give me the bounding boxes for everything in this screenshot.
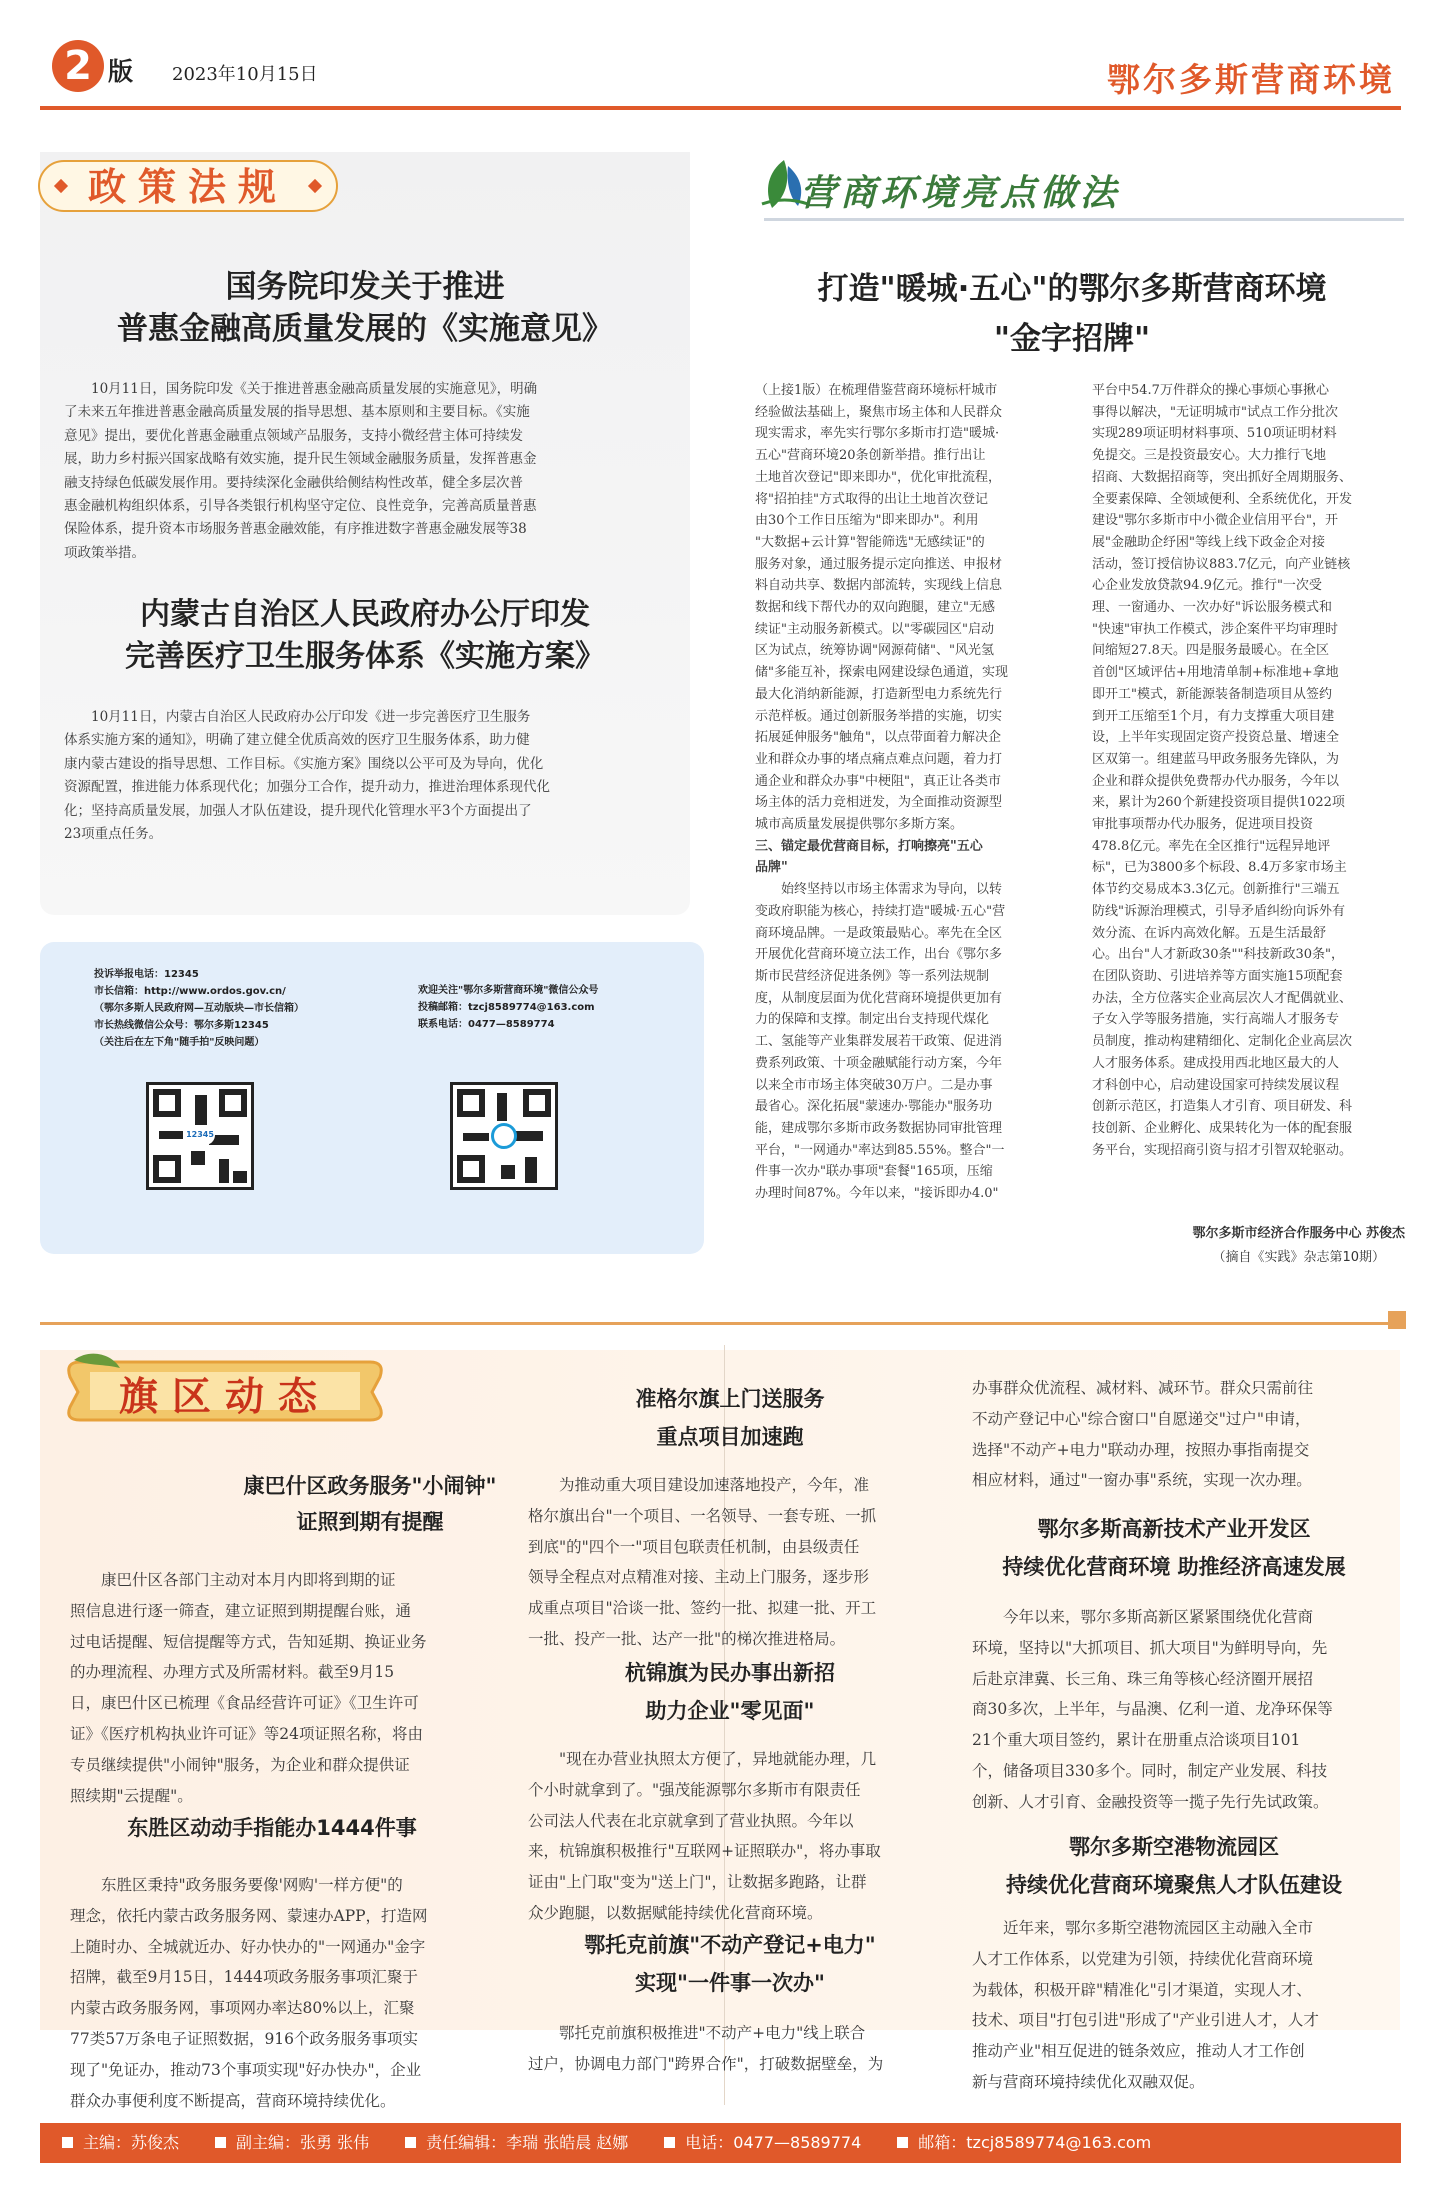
policy-section-badge [38, 160, 338, 212]
text-line: 业和群众办事的堵点痛点难点问题，着力打 [755, 751, 1003, 767]
text-line: 首创"区域评估+用地清单制+标准地+拿地 [1092, 665, 1339, 681]
text-line: 标"，已为3800多个标段、8.4万多家市场主 [1092, 860, 1347, 876]
qr-code-12345[interactable] [146, 1082, 254, 1190]
text-line: 服务对象，通过服务提示定向推送、申报材 [755, 556, 1003, 572]
footer-bullet-icon [215, 2137, 226, 2148]
text-line: 企业和群众提供免费帮办代办服务，今年以 [1092, 773, 1340, 789]
text-line: 77类57万条电子证照数据，916个政务服务事项实 [70, 2029, 419, 2048]
text-line: 群众办事便利度不断提高，营商环境持续优化。 [70, 2091, 396, 2110]
text-line: 设，上半年实现固定资产投资总量、增速全 [1092, 730, 1340, 746]
text-line: 能，建成鄂尔多斯市政务数据协同审批管理 [755, 1120, 1003, 1136]
news6-body [972, 1602, 1376, 1818]
text-line: 将"招拍挂"方式取得的出让土地首次登记 [755, 491, 988, 507]
article1-title[interactable] [40, 266, 690, 350]
text-line: 市长热线微信公众号：鄂尔多斯12345 [94, 1020, 269, 1031]
page-label: 版 [108, 57, 134, 86]
news7-title-line1: 鄂尔多斯空港物流园区 [1069, 1835, 1279, 1859]
footer-bar [40, 2123, 1401, 2163]
text-line: 到底"的"四个一"项目包联责任机制，由县级责任 [528, 1537, 860, 1556]
text-line: 个，储备项目330多个。同时，制定产业发展、科技 [972, 1761, 1328, 1780]
text-line: 为载体，积极开辟"精准化"引才渠道，实现人才、 [972, 1980, 1312, 1999]
text-line: 内蒙古政务服务网，事项网办率达80%以上，汇聚 [70, 1999, 415, 2018]
text-line: 技创新、企业孵化、成果转化为一体的配套服 [1092, 1120, 1353, 1136]
news7-title[interactable] [972, 1828, 1376, 1904]
text-line: 技术、项目"打包引进"形成了"产业引进人才，人才 [972, 2011, 1319, 2030]
paper-title: 鄂尔多斯营商环境 [1107, 60, 1395, 99]
text-line: 创新、人才引育、金融投资等一揽子先行先试政策。 [972, 1792, 1329, 1811]
text-line: 项政策举措。 [64, 544, 145, 561]
text-line: 保险体系，提升资本市场服务普惠金融效能，有序推进数字普惠金融发展等38 [64, 521, 527, 538]
text-line: 才科创中心，启动建设国家可持续发展议程 [1092, 1077, 1340, 1093]
news4-title-line1: 杭锦旗为民办事出新招 [625, 1661, 835, 1685]
text-line: 环境，坚持以"大抓项目、抓大项目"为鲜明导向，先 [972, 1638, 1328, 1657]
text-line: 平台，"一网通办"率达到85.55%。整合"一 [755, 1142, 1005, 1158]
text-line: 后赴京津冀、长三角、珠三角等核心经济圈开展招 [972, 1669, 1314, 1688]
text-line: 鄂托克前旗积极推进"不动产+电力"线上联合 [559, 2024, 866, 2042]
text-line: 体节约交易成本3.3亿元。创新推行"三端五 [1092, 882, 1340, 898]
text-line: 到开工压缩至1个月，有力支撑重大项目建 [1092, 708, 1335, 724]
news7-title-line2: 持续优化营商环境聚焦人才队伍建设 [1006, 1873, 1342, 1897]
text-line: 土地首次登记"即来即办"，优化审批流程， [755, 469, 1001, 485]
news6-title[interactable] [972, 1510, 1376, 1586]
news1-title-line1: 康巴什区政务服务"小闹钟" [243, 1474, 497, 1498]
text-line: 示范样板。通过创新服务举措的实施，切实 [755, 708, 1003, 724]
text-line: 场主体的活力竞相迸发，为全面推动资源型 [755, 795, 1003, 811]
text-line: 惠金融机构组织体系，引导各类银行机构坚守定位、良性竞争，完善高质量普惠 [64, 498, 537, 515]
text-line: 变政府职能为核心，持续打造"暖城·五心"营 [755, 903, 1006, 919]
text-line: 众少跑腿，以数据赋能持续优化营商环境。 [528, 1903, 823, 1922]
text-line: 化；坚持高质量发展，加强人才队伍建设，提升现代化管理水平3个方面提出了 [64, 802, 532, 819]
text-line: 公司法人代表在北京就拿到了营业执照。今年以 [528, 1811, 854, 1830]
signature-source: （摘自《实践》杂志第10期） [1212, 1250, 1385, 1265]
text-line: 今年以来，鄂尔多斯高新区紧紧围绕优化营商 [1003, 1608, 1314, 1626]
text-line: 创新示范区，打造集人才引育、项目研发、科 [1092, 1099, 1353, 1115]
text-line: 的办理流程、办理方式及所需材料。截至9月15 [70, 1663, 395, 1682]
news2-title[interactable]: 东胜区动动手指能办1444件事 [127, 1816, 417, 1840]
subsection-heading: 品牌" [755, 860, 788, 876]
news5-continued [972, 1373, 1376, 1496]
text-line: 始终坚持以市场主体需求为导向，以转 [781, 882, 1003, 898]
text-line: 意见》提出，要优化普惠金融重点领域产品服务，支持小微经营主体可持续发 [64, 427, 523, 444]
news3-title-line2: 重点项目加速跑 [656, 1425, 804, 1449]
text-line: 区双第一。组建蓝马甲政务服务先锋队，为 [1092, 751, 1340, 767]
text-line: 招牌，截至9月15日，1444项政务服务事项汇聚于 [70, 1968, 419, 1987]
footer-item: 电话：0477—8589774 [685, 2133, 862, 2152]
text-line: 务平台，实现招商引资与招才引智双轮驱动。 [1092, 1142, 1353, 1158]
news6-title-line1: 鄂尔多斯高新技术产业开发区 [1037, 1517, 1311, 1541]
text-line: 心企业发放贷款94.9亿元。推行"一次受 [1092, 578, 1322, 594]
text-line: 10月11日，内蒙古自治区人民政府办公厅印发《进一步完善医疗卫生服务 [91, 709, 531, 725]
contact-right-text [418, 982, 708, 1033]
news1-body [70, 1565, 474, 1811]
text-line: 资源配置，推进能力体系现代化；加强分工合作，提升动力，推进治理体系现代化 [64, 779, 550, 796]
text-line: 格尔旗出台"一个项目、一名领导、一套专班、一抓 [528, 1506, 877, 1525]
text-line: 成重点项目"洽谈一批、签约一批、拟建一批、开工 [528, 1599, 877, 1618]
text-line: 免提交。三是投资最安心。大力推行飞地 [1092, 448, 1327, 464]
text-line: 现了"免证办，推动73个事项实现"好办快办"，企业 [70, 2060, 422, 2079]
text-line: 续证"主动服务新模式。以"零碳园区"启动 [755, 621, 994, 637]
news1-title-line2: 证照到期有提醒 [296, 1510, 444, 1534]
news3-title[interactable] [528, 1380, 932, 1456]
text-line: 个小时就拿到了。"强茂能源鄂尔多斯市有限责任 [528, 1780, 861, 1799]
text-line: 21个重大项目签约，累计在册重点洽谈项目101 [972, 1731, 1301, 1750]
text-line: "快速"审执工作模式，涉企案件平均审理时 [1092, 621, 1338, 637]
text-line: 数据和线下帮代办的双向跑腿，建立"无感 [755, 600, 995, 616]
text-line: 即开工"模式，新能源装备制造项目从签约 [1092, 686, 1332, 702]
text-line: 以来全市市场主体突破30万户。二是办事 [755, 1077, 993, 1093]
contact-left-text [94, 966, 394, 1051]
text-line: 五心"营商环境20条创新举措。推行出让 [755, 448, 986, 464]
feature-column2 [1092, 380, 1405, 1161]
news4-body [528, 1744, 932, 1929]
news3-body [528, 1470, 932, 1655]
news6-title-line2: 持续优化营商环境 助推经济高速发展 [1002, 1555, 1346, 1579]
text-line: 日，康巴什区已梳理《食品经营许可证》《卫生许可 [70, 1694, 419, 1713]
text-line: 康巴什区各部门主动对本月内即将到期的证 [101, 1571, 396, 1589]
article1-title-line2: 普惠金融高质量发展的《实施意见》 [117, 311, 613, 347]
footer-item: 副主编：张勇 张伟 [236, 2133, 370, 2152]
text-line: 过户，协调电力部门"跨界合作"，打破数据壁垒，为 [528, 2054, 884, 2073]
text-line: 体系实施方案的通知》，明确了建立健全优质高效的医疗卫生服务体系，助力健 [64, 732, 530, 749]
text-line: 全要素保障、全领域便利、全系统优化，开发 [1092, 491, 1353, 507]
article1-body [64, 378, 674, 565]
text-line: 证》《医疗机构执业许可证》等24项证照名称，将由 [70, 1724, 423, 1743]
footer-bullet-icon [405, 2137, 416, 2148]
text-line: 联系电话：0477—8589774 [418, 1019, 555, 1030]
text-line: 专员继续提供"小闹钟"服务，为企业和群众提供证 [70, 1755, 410, 1774]
text-line: 相应材料，通过"一窗办事"系统，实现一次办理。 [972, 1471, 1312, 1490]
text-line: 来，累计为260个新建投资项目提供1022项 [1092, 795, 1345, 811]
issue-date: 2023年10月15日 [172, 64, 318, 85]
text-line: 东胜区秉持"政务服务要像'网购'一样方便"的 [101, 1876, 403, 1894]
subsection-heading: 三、锚定最优营商目标，打响擦亮"五心 [755, 838, 983, 854]
text-line: 工、氢能等产业集群发展若干政策、促进消 [755, 1034, 1003, 1050]
text-line: 力的保障和支撑。制定出台支持现代煤化 [755, 1012, 990, 1028]
text-line: 心。出台"人才新政30条""科技新政30条"， [1092, 947, 1345, 963]
text-line: 开展优化营商环境立法工作，出台《鄂尔多 [755, 947, 1003, 963]
policy-section-title: 政策法规 [87, 165, 288, 209]
news4-title[interactable] [528, 1654, 932, 1730]
page-number-badge: 2 [52, 40, 104, 92]
text-line: 最大化消纳新能源，打造新型电力系统先行 [755, 686, 1003, 702]
footer-bullet-icon [62, 2137, 73, 2148]
news2-body [70, 1870, 474, 2116]
text-line: （上接1版）在梳理借鉴营商环境标杆城市 [755, 383, 998, 398]
text-line: 推动产业"相互促进的链条效应，推动人才工作创 [972, 2042, 1305, 2061]
text-line: 防线"诉源治理模式，引导矛盾纠纷向诉外有 [1092, 903, 1345, 919]
text-line: 费系列政策、十项金融赋能行动方案，今年 [755, 1055, 1003, 1071]
text-line: 子女入学等服务措施，实行高端人才服务专 [1092, 1012, 1340, 1028]
text-line: 办法，全方位落实企业高层次人才配偶就业、 [1092, 990, 1353, 1006]
text-line: 照信息进行逐一筛查，建立证照到期提醒台账，通 [70, 1601, 412, 1620]
feature-title-line1: 打造"暖城·五心"的鄂尔多斯营商环境 [817, 271, 1327, 307]
text-line: 证由"上门取"变为"送上门"，让数据多跑路，让群 [528, 1873, 867, 1892]
article2-title[interactable] [40, 594, 690, 678]
text-line: 城市高质量发展提供鄂尔多斯方案。 [755, 817, 964, 833]
text-line: 一批、投产一批、达产一批"的梯次推进格局。 [528, 1629, 846, 1648]
text-line: 拓展延伸服务"触角"，以点带面着力解决企 [755, 730, 1001, 746]
text-line: 招商、大数据招商等，突出抓好全周期服务、 [1092, 469, 1353, 485]
text-line: 经验做法基础上，聚焦市场主体和人民群众 [755, 404, 1003, 420]
text-line: 办事群众优流程、减材料、减环节。群众只需前往 [972, 1379, 1314, 1397]
text-line: 最省心。深化拓展"蒙速办·鄂能办"服务功 [755, 1099, 993, 1115]
text-line: 储"多能互补，探索电网建设绿色通道，实现 [755, 665, 1008, 681]
text-line: 度，从制度层面为优化营商环境提供更加有 [755, 990, 1003, 1006]
news4-title-line2: 助力企业"零见面" [645, 1699, 815, 1723]
article2-title-line2: 完善医疗卫生服务体系《实施方案》 [125, 639, 605, 674]
text-line: 实现289项证明材料事项、510项证明材料 [1092, 426, 1337, 442]
qr-code-wechat[interactable] [450, 1082, 558, 1190]
feature-column1 [755, 380, 1068, 1205]
text-line: 展，助力乡村振兴国家战略有效实施，提升民生领域金融服务质量，发挥普惠金 [64, 451, 537, 468]
text-line: 办理时间87%。今年以来，"接诉即办4.0" [755, 1186, 999, 1202]
news5-title-line1: 鄂托克前旗"不动产登记+电力" [584, 1933, 876, 1957]
text-line: 间缩短27.8天。四是服务最暖心。在全区 [1092, 643, 1329, 659]
signature-author: 鄂尔多斯市经济合作服务中心 苏俊杰 [1192, 1226, 1405, 1241]
text-line: 员制度，推动构建精细化、定制化企业高层次 [1092, 1034, 1353, 1050]
footer-item: 主编：苏俊杰 [83, 2133, 180, 2152]
qr-12345-label: 12345 [185, 1125, 215, 1145]
feature-title[interactable] [740, 264, 1404, 364]
footer-item: 责任编辑：李瑞 张皓晨 赵娜 [426, 2133, 629, 2152]
text-line: 选择"不动产+电力"联动办理，按照办事指南提交 [972, 1440, 1310, 1459]
text-line: "现在办营业执照太方便了，异地就能办理，几 [559, 1750, 877, 1768]
text-line: 478.8亿元。率先在全区推行"远程异地评 [1092, 838, 1331, 854]
text-line: 欢迎关注"鄂尔多斯营商环境"微信公众号 [418, 985, 599, 996]
news5-body [528, 2018, 932, 2080]
footer-bullet-icon [664, 2137, 675, 2148]
news7-body [972, 1913, 1376, 2098]
text-line: 照续期"云提醒"。 [70, 1786, 193, 1805]
text-line: 事得以解决，"无证明城市"试点工作分批次 [1092, 404, 1338, 420]
text-line: 投诉举报电话：12345 [94, 969, 199, 980]
text-line: 23项重点任务。 [64, 826, 163, 843]
header-rule [40, 106, 1401, 110]
article2-title-line1: 内蒙古自治区人民政府办公厅印发 [140, 597, 590, 632]
text-line: 效分流、在诉内高效化解。五是生活最舒 [1092, 925, 1327, 941]
text-line: （关注后在左下角"随手拍"反映问题） [94, 1037, 265, 1048]
text-line: 新与营商环境持续优化双融双促。 [972, 2072, 1205, 2091]
text-line: 理念，依托内蒙古政务服务网、蒙速办APP，打造网 [70, 1906, 428, 1925]
text-line: 平台中54.7万件群众的操心事烦心事揪心 [1092, 383, 1329, 398]
footer-item: 邮箱：tzcj8589774@163.com [918, 2133, 1152, 2152]
text-line: 康内蒙古建设的指导思想、工作目标。《实施方案》围绕以公平可及为导向，优化 [64, 755, 544, 772]
text-line: 近年来，鄂尔多斯空港物流园区主动融入全市 [1003, 1919, 1314, 1937]
divider-square [1388, 1311, 1406, 1329]
text-line: 审批事项帮办代办服务，促进项目投资 [1092, 817, 1314, 833]
text-line: 上随时办、全城就近办、好办快办的"一网通办"金字 [70, 1937, 426, 1956]
text-line: 10月11日，国务院印发《关于推进普惠金融高质量发展的实施意见》，明确 [91, 381, 538, 397]
article1-title-line1: 国务院印发关于推进 [225, 269, 505, 305]
highlights-rule [764, 218, 1404, 221]
news5-title-line2: 实现"一件事一次办" [635, 1971, 825, 1995]
highlights-section-title: 营商环境亮点做法 [800, 172, 1121, 214]
text-line: 人才工作体系，以党建为引领，持续优化营商环境 [972, 1949, 1314, 1968]
text-line: 领导全程点对点精准对接、主动上门服务，逐步形 [528, 1568, 870, 1587]
text-line: 料自动共享、数据内部流转，实现线上信息 [755, 578, 1003, 594]
text-line: 投稿邮箱：tzcj8589774@163.com [418, 1002, 595, 1013]
footer-bullet-icon [897, 2137, 908, 2148]
text-line: 斯市民营经济促进条例》等一系列法规制 [755, 968, 990, 984]
news3-title-line1: 准格尔旗上门送服务 [635, 1387, 825, 1411]
text-line: 活动，签订授信协议883.7亿元，向产业链核 [1092, 556, 1351, 572]
text-line: 件事一次办"联办事项"套餐"165项，压缩 [755, 1164, 993, 1180]
district-section-title: 旗区动态 [118, 1375, 331, 1420]
section-divider [40, 1322, 1390, 1325]
text-line: 展"金融助企纾困"等线上线下政金企对接 [1092, 534, 1325, 550]
text-line: 过电话提醒、短信提醒等方式，告知延期、换证业务 [70, 1632, 427, 1651]
text-line: 在团队资助、引进培养等方面实施15项配套 [1092, 968, 1343, 984]
text-line: 了未来五年推进普惠金融高质量发展的指导思想、基本原则和主要目标。《实施 [64, 404, 530, 421]
text-line: 商环境品牌。一是政策最贴心。率先在全区 [755, 925, 1003, 941]
text-line: 为推动重大项目建设加速落地投产，今年，准 [559, 1476, 870, 1494]
text-line: 由30个工作日压缩为"即来即办"。利用 [755, 513, 979, 529]
article2-body [64, 706, 674, 846]
text-line: 融支持绿色低碳发展作用。要持续深化金融供给侧结构性改革，健全多层次普 [64, 474, 523, 491]
text-line: 通企业和群众办事"中梗阻"，真正让各类市 [755, 773, 1001, 789]
text-line: 商30多次，上半年，与晶澳、亿利一道、龙净环保等 [972, 1700, 1333, 1719]
text-line: 区为试点，统筹协调"网源荷储"、"风光氢 [755, 643, 994, 659]
text-line: 市长信箱：http://www.ordos.gov.cn/ [94, 986, 286, 997]
text-line: 不动产登记中心"综合窗口"自愿递交"过户"申请， [972, 1409, 1311, 1428]
feature-title-line2: "金字招牌" [993, 321, 1151, 357]
wechat-logo-icon [491, 1123, 517, 1149]
text-line: 理、一窗通办、一次办好"诉讼服务模式和 [1092, 600, 1332, 616]
text-line: 现实需求，率先实行鄂尔多斯市打造"暖城· [755, 426, 1000, 442]
text-line: 建设"鄂尔多斯市中小微企业信用平台"，开 [1092, 513, 1338, 529]
ribbon-banner-icon [60, 1352, 390, 1427]
text-line: 来，杭锦旗积极推行"互联网+证照联办"，将办事取 [528, 1842, 881, 1861]
text-line: "大数据+云计算"智能筛选"无感续证"的 [755, 534, 985, 550]
text-line: （鄂尔多斯人民政府网—互动版块—市长信箱） [94, 1003, 304, 1014]
news5-title[interactable] [528, 1926, 932, 2002]
feature-signature [1092, 1222, 1405, 1270]
text-line: 人才服务体系。建成投用西北地区最大的人 [1092, 1055, 1340, 1071]
